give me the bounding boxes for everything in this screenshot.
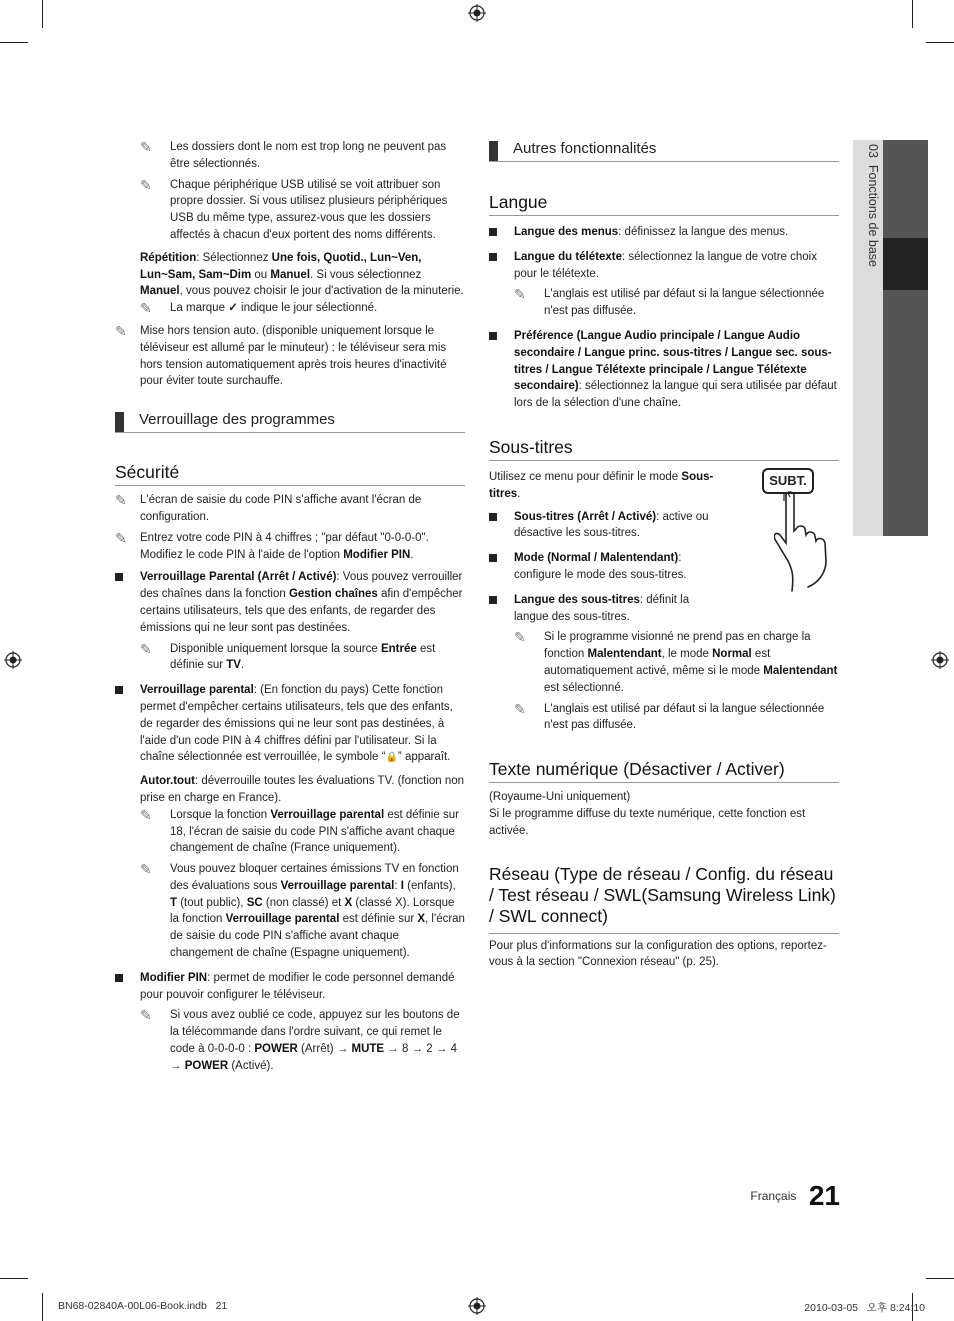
- crop-mark: [926, 1278, 954, 1279]
- list-item: Mode (Normal / Malentendant): configure le mode des sous-titres.: [489, 550, 724, 584]
- note: ✎ Chaque périphérique USB utilisé se voit attribuer son propre dossier. Si vous utilisez plusieurs périphériques USB du même type, assurez-vous que les dossiers affectés à chacun d'eux portent des noms différents.: [140, 176, 448, 241]
- page-footer: [700, 1180, 840, 1214]
- pencil-note-icon: ✎: [514, 629, 526, 646]
- sidebar-chapter-block: [883, 238, 928, 290]
- note: ✎ L'anglais est utilisé par défaut si la langue sélectionnée n'est pas diffusée.: [514, 700, 825, 732]
- sidebar-tab-dark: [883, 140, 928, 536]
- registration-mark-icon: [4, 651, 22, 669]
- sidebar-label: [860, 144, 880, 304]
- list-item: Verrouillage parental: (En fonction du pays) Cette fonction permet d'empêcher certains utilisateurs, tels que des enfants, de regarder des émissions qui ne leur sont pas destinées, à l'aide d'un code PIN à 4 chiffres défini par l'utilisateur. Si la chaîne sélectionnée est verrouillée, le symbole “🔒” apparaît.: [115, 682, 465, 767]
- note: ✎ Mise hors tension auto. (disponible uniquement lorsque le téléviseur est allumé par le minuteur) : le téléviseur sera mis hors tension automatiquement après trois heures d'inactivité pour éviter toute surchauffe.: [115, 322, 447, 388]
- pencil-note-icon: ✎: [115, 322, 127, 339]
- list-item: Modifier PIN: permet de modifier le code personnel demandé pour pouvoir configurer le téléviseur.: [115, 970, 465, 1004]
- crop-mark: [912, 0, 913, 28]
- chapter-number: 03: [866, 144, 880, 158]
- section-header-verrouillage: Verrouillage des programmes: [115, 410, 465, 433]
- crop-mark: [0, 42, 28, 43]
- heading-securite: Sécurité: [115, 461, 465, 486]
- pencil-note-icon: ✎: [140, 139, 152, 155]
- crop-mark: [926, 42, 954, 43]
- note: ✎ L'écran de saisie du code PIN s'affiche avant l'écran de configuration.: [115, 492, 422, 523]
- pencil-note-icon: ✎: [514, 700, 526, 717]
- list-item: Sous-titres (Arrêt / Activé): active ou désactive les sous-titres.: [489, 509, 724, 543]
- list-item: Verrouillage Parental (Arrêt / Activé): Vous pouvez verrouiller des chaînes dans la fonction Gestion chaînes afin d'empêcher certains utilisateurs, tels que des enfants, de regarder des émissions qui ne leur sont pas destinées.: [115, 569, 465, 636]
- crop-mark: [42, 0, 43, 28]
- list-item: Langue des menus: définissez la langue des menus.: [489, 224, 839, 241]
- pencil-note-icon: ✎: [514, 286, 526, 303]
- pencil-note-icon: ✎: [140, 806, 152, 823]
- crop-mark: [42, 1293, 43, 1321]
- texte-region: (Royaume-Uni uniquement): [489, 791, 631, 804]
- pencil-note-icon: ✎: [140, 176, 152, 193]
- heading-texte-numerique: Texte numérique (Désactiver / Activer): [489, 758, 839, 783]
- checkmark-icon: ✓: [228, 302, 238, 315]
- note: ✎ Les dossiers dont le nom est trop long ne peuvent pas être sélectionnés.: [140, 139, 447, 170]
- note: ✎ La marque ✓ indique le jour sélectionné.: [140, 300, 378, 317]
- page-number: 21: [808, 1180, 840, 1211]
- list-item: Préférence (Langue Audio principale / Langue Audio secondaire / Langue princ. sous-titres / Langue sec. sous-titres / Langue Télétexte principale / Langue Télétexte secondaire): sélectionnez la langue qui sera utilisée par défaut lors de la sélection d'une chaîne.: [489, 328, 839, 412]
- section-header-autres: Autres fonctionnalités: [489, 139, 839, 162]
- note: ✎ Si le programme visionné ne prend pas en charge la fonction Malentendant, le mode Normal est automatiquement activé, même si le mode Malentendant est sélectionné.: [514, 629, 838, 694]
- left-column: [115, 139, 465, 1075]
- lock-icon: 🔒: [385, 752, 398, 764]
- pencil-note-icon: ✎: [115, 529, 127, 546]
- list-item: Langue du télétexte: sélectionnez la langue de votre choix pour le télétexte.: [489, 249, 839, 283]
- footer-language: Français: [750, 1189, 797, 1203]
- print-timestamp: 2010-03-05 오후 8:24:10: [804, 1302, 925, 1314]
- note: ✎ Entrez votre code PIN à 4 chiffres ; "par défaut "0-0-0-0". Modifiez le code PIN à l'aide de l'option Modifier PIN.: [115, 529, 429, 561]
- heading-langue: Langue: [489, 191, 839, 216]
- hand-press-icon: [774, 491, 840, 593]
- registration-mark-icon: [468, 1297, 486, 1315]
- note: ✎ Lorsque la fonction Verrouillage parental est définie sur 18, l'écran de saisie du code PIN s'affiche avant chaque changement de chaîne (France uniquement).: [140, 806, 459, 855]
- pencil-note-icon: ✎: [140, 640, 152, 657]
- note: ✎ Vous pouvez bloquer certaines émissions TV en fonction des évaluations sous Verrouillage parental: I (enfants), T (tout public), SC (non classé) et X (classé X). Lorsque la fonction Verrouillage parental est définie sur X, l'écran de saisie du code PIN s'affiche avant chaque changement de chaîne (Espagne uniquement).: [140, 861, 465, 960]
- note: ✎ L'anglais est utilisé par défaut si la langue sélectionnée n'est pas diffusée.: [514, 286, 825, 318]
- print-file-info: BN68-02840A-00L06-Book.indb 21: [58, 1300, 228, 1312]
- crop-mark: [0, 1278, 28, 1279]
- reseau-description: Pour plus d'informations sur la configuration des options, reportez-vous à la section "Connexion réseau" (p. 25).: [489, 939, 827, 969]
- registration-mark-icon: [468, 4, 486, 22]
- subt-button-icon: SUBT.: [762, 468, 814, 494]
- heading-sous-titres: Sous-titres: [489, 436, 839, 461]
- list-item: Langue des sous-titres: définit la langue des sous-titres.: [489, 592, 724, 626]
- note: ✎ Disponible uniquement lorsque la source Entrée est définie sur TV.: [140, 640, 436, 672]
- registration-mark-icon: [931, 651, 949, 669]
- pencil-note-icon: ✎: [140, 1007, 152, 1024]
- repetition-paragraph: Répétition: Sélectionnez Une fois, Quotid., Lun~Ven, Lun~Sam, Sam~Dim ou Manuel. Si vous sélectionnez Manuel, vous pouvez choisir le jour d'activation de la minuterie.: [140, 251, 464, 298]
- autor-paragraph: Autor.tout: déverrouille toutes les évaluations TV. (fonction non prise en charge en France).: [140, 775, 465, 804]
- heading-reseau: Réseau (Type de réseau / Config. du réseau / Test réseau / SWL(Samsung Wireless Link) / SWL connect): [489, 864, 839, 934]
- chapter-title: Fonctions de base: [866, 164, 880, 268]
- right-column: [489, 139, 839, 971]
- note: ✎ Si vous avez oublié ce code, appuyez sur les boutons de la télécommande dans l'ordre suivant, ce qui remet le code à 0-0-0-0 : POWER (Arrêt) → MUTE → 8 → 2 → 4 → POWER (Activé).: [140, 1007, 460, 1072]
- sous-titres-intro: Utilisez ce menu pour définir le mode Sous-titres.: [489, 470, 714, 500]
- pencil-note-icon: ✎: [140, 861, 152, 878]
- pencil-note-icon: ✎: [140, 300, 152, 317]
- texte-description: Si le programme diffuse du texte numérique, cette fonction est activée.: [489, 807, 806, 837]
- pencil-note-icon: ✎: [115, 492, 127, 509]
